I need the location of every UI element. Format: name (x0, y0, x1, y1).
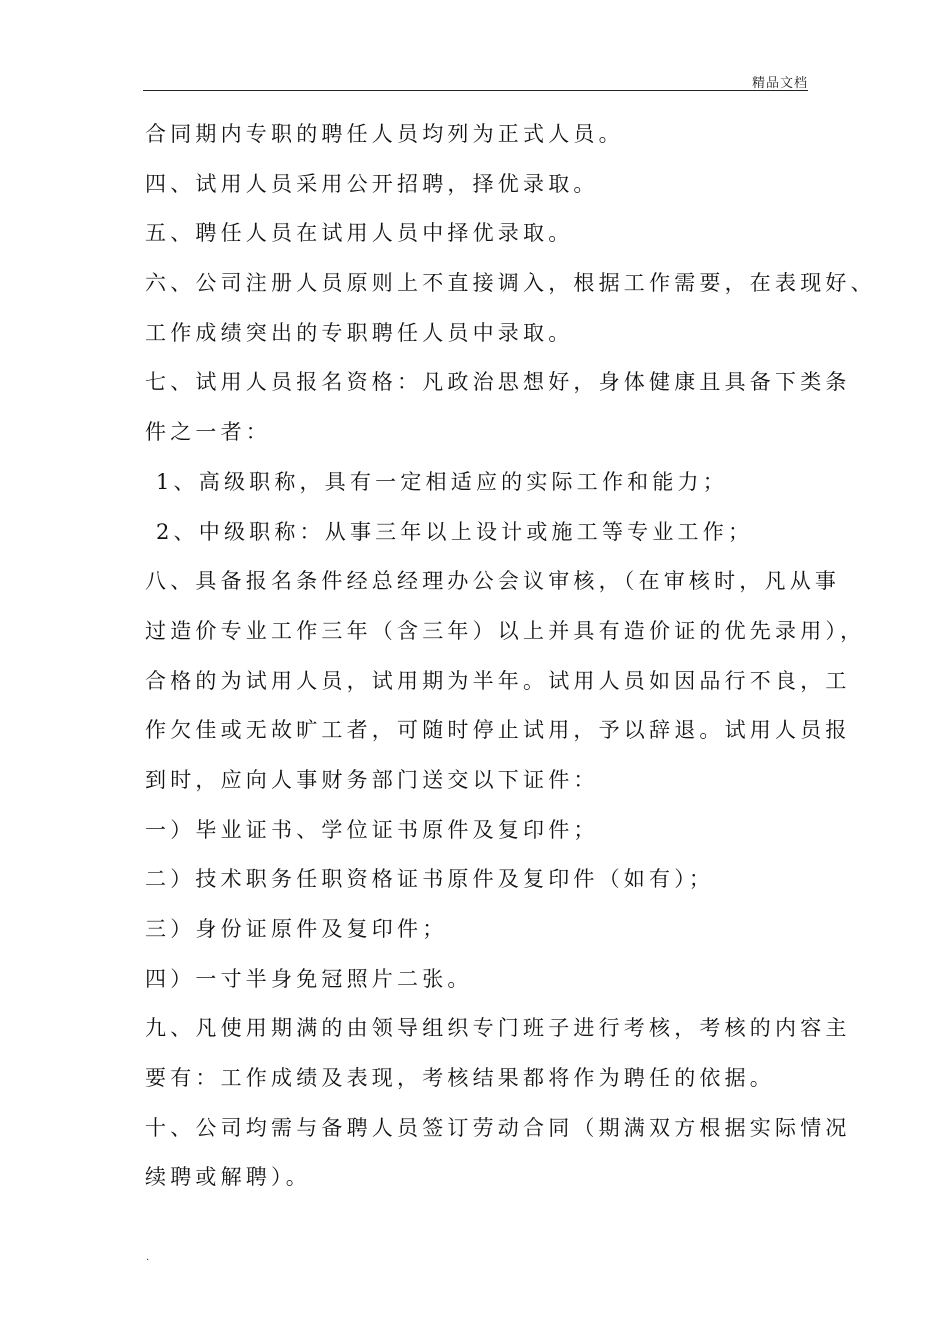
text-line: 合格的为试用人员，试用期为半年。试用人员如因品行不良，工 (145, 668, 851, 693)
text-line: 四）一寸半身免冠照片二张。 (145, 966, 473, 991)
header-label: 精品文档 (751, 76, 808, 91)
text-line: 续聘或解聘）。 (145, 1165, 311, 1190)
text-line: 六、公司注册人员原则上不直接调入，根据工作需要，在表现好、 (145, 271, 876, 296)
text-line: 件之一者： (145, 420, 271, 445)
text-line: 1、高级职称，具有一定相适应的实际工作和能力； (156, 469, 728, 494)
text-line: 五、聘任人员在试用人员中择优录取。 (145, 221, 574, 246)
footer-mark: . (146, 1252, 150, 1263)
text-line: 工作成绩突出的专职聘任人员中录取。 (145, 320, 574, 345)
text-line: 作欠佳或无故旷工者，可随时停止试用，予以辞退。试用人员报 (145, 718, 851, 743)
text-line: 合同期内专职的聘任人员均列为正式人员。 (145, 122, 624, 146)
text-line: 八、具备报名条件经总经理办公会议审核，（在审核时，凡从事 (145, 569, 841, 594)
text-line: 过造价专业工作三年（含三年）以上并具有造价证的优先录用）， (145, 618, 866, 643)
text-line: 二）技术职务任职资格证书原件及复印件（如有）； (145, 867, 715, 892)
text-line: 十、公司均需与备聘人员签订劳动合同（期满双方根据实际情况 (145, 1115, 851, 1140)
text-line: 四、试用人员采用公开招聘，择优录取。 (145, 171, 599, 196)
text-line: 九、凡使用期满的由领导组织专门班子进行考核，考核的内容主 (145, 1016, 851, 1041)
text-line: 2、中级职称：从事三年以上设计或施工等专业工作； (156, 519, 754, 544)
text-line: 一）毕业证书、学位证书原件及复印件； (145, 817, 599, 842)
page-header (143, 70, 808, 91)
document-body (145, 110, 876, 1203)
text-line: 三）身份证原件及复印件； (145, 917, 448, 941)
text-line: 要有：工作成绩及表现，考核结果都将作为聘任的依据。 (145, 1066, 775, 1091)
text-line: 到时，应向人事财务部门送交以下证件： (145, 767, 599, 792)
text-line: 七、试用人员报名资格：凡政治思想好，身体健康且具备下类条 (145, 370, 851, 395)
